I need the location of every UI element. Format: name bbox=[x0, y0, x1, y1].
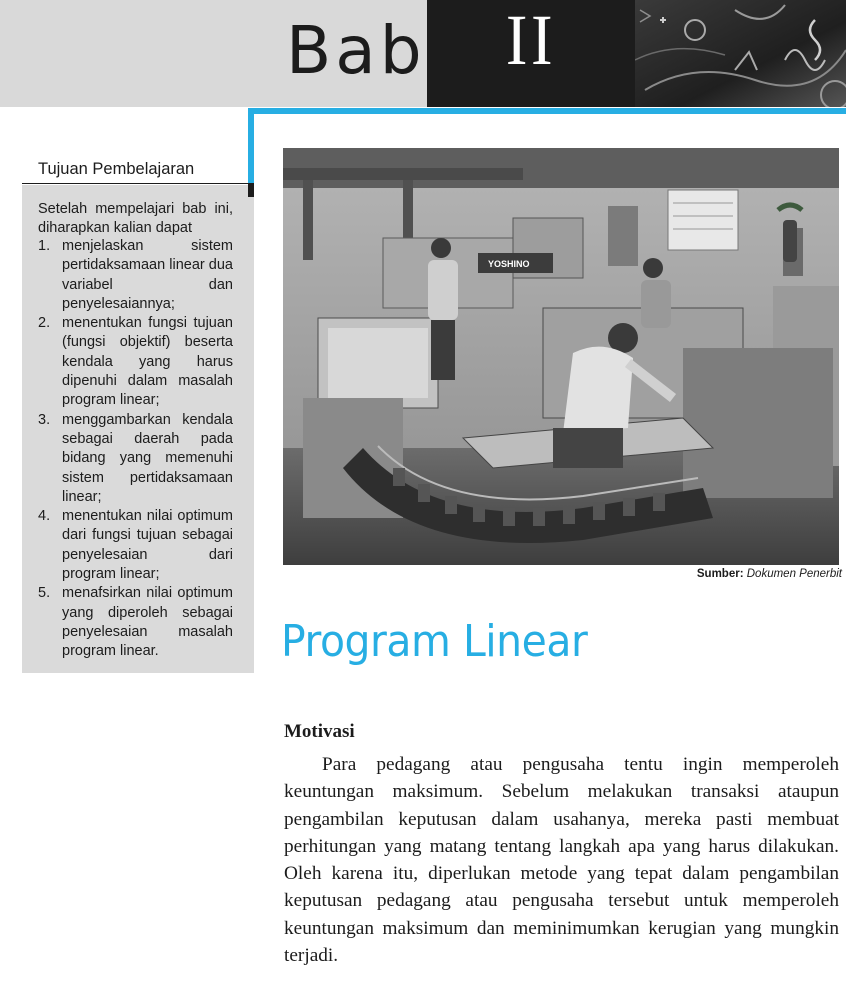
objective-item bbox=[38, 314, 233, 410]
chapter-label: Bab bbox=[286, 12, 426, 89]
machine-brand-label: YOSHINO bbox=[488, 259, 530, 269]
objective-item bbox=[38, 507, 233, 584]
objective-number: 5. bbox=[38, 585, 51, 602]
motivation-paragraph: Para pedagang atau pengusaha tentu ingin memperoleh keuntungan maksimum. Sebelum melakukan transaksi ataupun pengambilan keputusan dalam usahanya, mereka pasti membuat perhitungan yang matang tentang langkah apa yang harus dilakukan. Oleh karena itu, diperlukan metode yang tepat dalam pengambilan keputusan pedagang atau pengusaha tersebut untuk memperoleh keuntungan maksimum dan meminimumkan kerugian yang mungkin terjadi. bbox=[284, 754, 839, 967]
chapter-number: II bbox=[505, 0, 557, 80]
printing-machine-illustration bbox=[283, 148, 839, 565]
objective-item bbox=[38, 237, 233, 314]
objectives-intro: Setelah mempelajari bab ini, diharapkan kalian dapat bbox=[38, 201, 233, 236]
objectives-title: Tujuan Pembelajaran bbox=[38, 160, 195, 178]
objective-item bbox=[38, 584, 233, 661]
objectives-divider bbox=[22, 183, 248, 184]
objective-text: menafsirkan nilai optimum yang diperoleh sebagai penyelesaian masalah program linear. bbox=[62, 585, 233, 660]
objective-number: 1. bbox=[38, 238, 51, 254]
accent-rule-top bbox=[248, 108, 846, 114]
chapter-title: Program Linear bbox=[281, 616, 588, 667]
objective-text: menentukan nilai optimum dari fungsi tujuan sebagai penyelesaian dari program linear; bbox=[62, 508, 233, 583]
photo-caption bbox=[697, 567, 842, 582]
caption-label: Sumber: bbox=[696, 568, 744, 580]
objectives-list bbox=[38, 237, 233, 662]
objective-number: 4. bbox=[38, 508, 51, 525]
motivation-heading: Motivasi bbox=[284, 721, 355, 742]
objective-text: menentukan fungsi tujuan (fungsi objektif) beserta kendala yang harus dipenuhi dalam masalah program linear; bbox=[62, 315, 233, 409]
objective-number: 2. bbox=[38, 315, 51, 332]
header-math-image bbox=[635, 0, 846, 107]
objective-text: menjelaskan sistem pertidaksamaan linear dua variabel dan penyelesaiannya; bbox=[62, 238, 233, 312]
chapter-number-box bbox=[427, 0, 635, 107]
objectives-divider-end bbox=[248, 183, 254, 197]
objective-item bbox=[38, 411, 233, 507]
objective-number: 3. bbox=[38, 411, 51, 428]
factory-photo bbox=[283, 148, 839, 565]
math-chalkboard-illustration bbox=[635, 0, 846, 107]
objective-text: menggambarkan kendala sebagai daerah pada bidang yang memenuhi sistem pertidaksamaan linear; bbox=[62, 411, 233, 505]
caption-source: Dokumen Penerbit bbox=[746, 568, 842, 580]
